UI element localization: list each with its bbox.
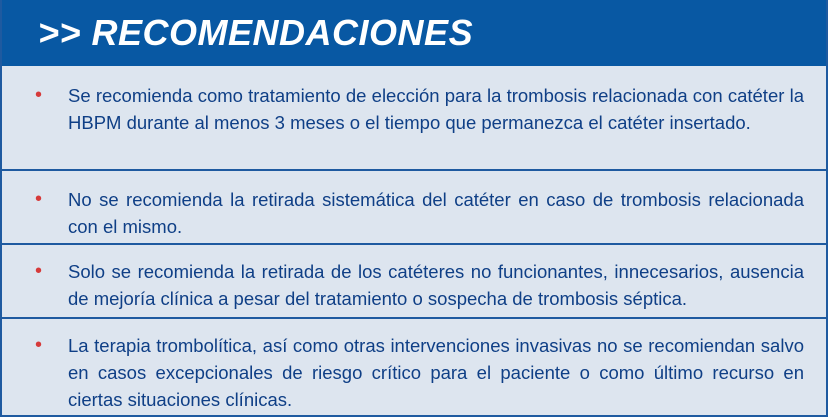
recommendation-item	[2, 317, 826, 417]
recommendation-item	[2, 169, 826, 243]
section-title: >> RECOMENDACIONES	[38, 12, 474, 53]
bullet-icon: •	[35, 260, 43, 282]
section-header	[2, 0, 826, 66]
recommendation-text: Se recomienda como tratamiento de elección para la trombosis relacionada con catéter la HBPM durante al menos 3 meses o el tiempo que permanezca el catéter insertado.	[68, 85, 804, 133]
bullet-icon: •	[35, 84, 43, 106]
recommendation-text: Solo se recomienda la retirada de los catéteres no funcionantes, innecesarios, ausencia de mejoría clínica a pesar del tratamiento o sospecha de trombosis séptica.	[68, 261, 804, 309]
recommendation-text: No se recomienda la retirada sistemática del catéter en caso de trombosis relacionada con el mismo.	[68, 189, 804, 237]
recommendation-item	[2, 66, 826, 169]
recommendations-list	[2, 66, 826, 417]
bullet-icon: •	[35, 188, 43, 210]
bullet-icon: •	[35, 334, 43, 356]
recommendation-item	[2, 243, 826, 317]
recommendation-text: La terapia trombolítica, así como otras intervenciones invasivas no se recomiendan salvo en casos excepcionales de riesgo crítico para el paciente o como último recurso en ciertas situaciones clínicas.	[68, 335, 804, 410]
